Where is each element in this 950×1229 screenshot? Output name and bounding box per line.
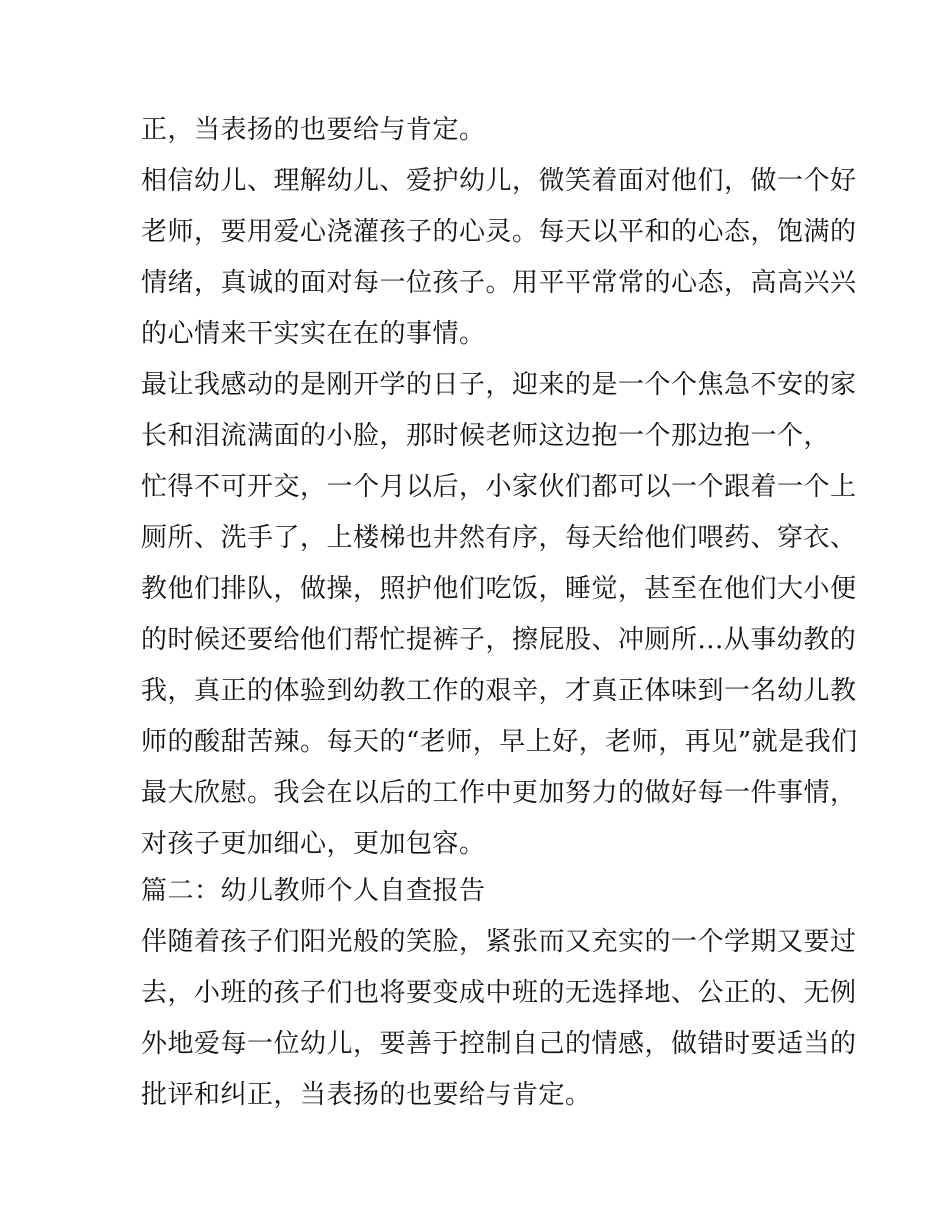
text-line: 教他们排队，做操，照护他们吃饭，睡觉，甚至在他们大小便: [141, 574, 857, 604]
text-line: 最大欣慰。我会在以后的工作中更加努力的做好每一件事情，: [141, 778, 857, 808]
text-line: 老师，要用爱心浇灌孩子的心灵。每天以平和的心态，饱满的: [141, 217, 857, 247]
text-line: 批评和纠正，当表扬的也要给与肯定。: [141, 1080, 592, 1110]
text-line: 伴随着孩子们阳光般的笑脸，紧张而又充实的一个学期又要过: [141, 927, 857, 957]
text-line: 忙得不可开交，一个月以后，小家伙们都可以一个跟着一个上: [141, 472, 857, 502]
text-line: 长和泪流满面的小脸，那时候老师这边抱一个那边抱一个，: [141, 421, 831, 451]
text-line: 厕所、洗手了，上楼梯也井然有序，每天给他们喂药、穿衣、: [141, 523, 857, 553]
text-line: 对孩子更加细心，更加包容。: [141, 829, 486, 859]
text-line: 外地爱每一位幼儿，要善于控制自己的情感，做错时要适当的: [141, 1029, 857, 1059]
text-line: 师的酸甜苦辣。每天的“老师，早上好，老师，再见”就是我们: [141, 727, 858, 757]
text-line: 我，真正的体验到幼教工作的艰辛，才真正体味到一名幼儿教: [141, 676, 857, 706]
text-line: 相信幼儿、理解幼儿、爱护幼儿，微笑着面对他们，做一个好: [141, 166, 857, 196]
text-line: 正，当表扬的也要给与肯定。: [141, 115, 486, 145]
section-heading: 篇二：幼儿教师个人自查报告: [141, 876, 486, 906]
text-line: 情绪，真诚的面对每一位孩子。用平平常常的心态，高高兴兴: [141, 268, 857, 298]
text-line: 的时候还要给他们帮忙提裤子，擦屁股、冲厕所...从事幼教的: [141, 625, 857, 655]
text-line: 去，小班的孩子们也将要变成中班的无选择地、公正的、无例: [141, 978, 857, 1008]
text-line: 最让我感动的是刚开学的日子，迎来的是一个个焦急不安的家: [141, 370, 857, 400]
text-line: 的心情来干实实在在的事情。: [141, 319, 486, 349]
